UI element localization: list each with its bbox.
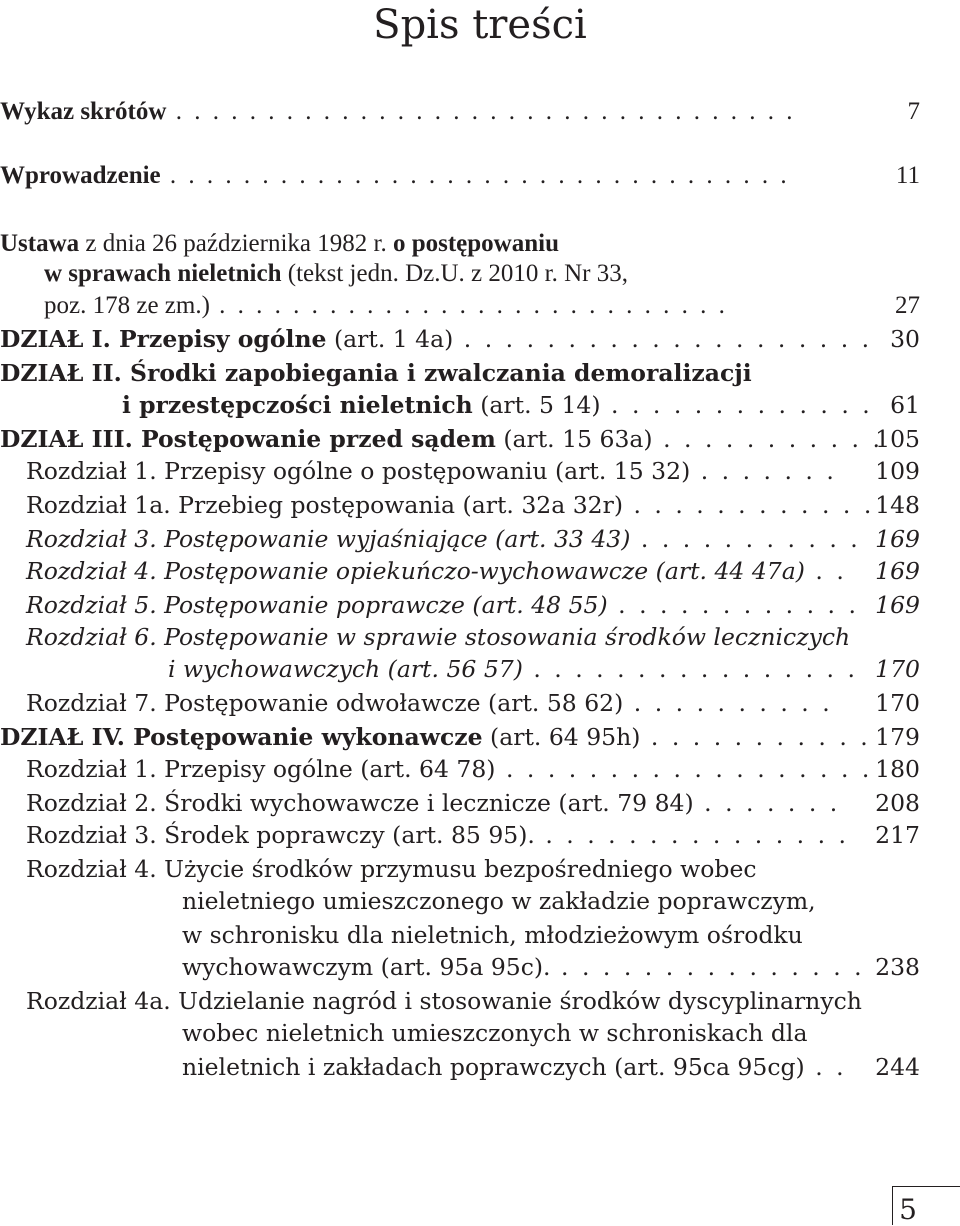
toc-page-number: 61: [890, 391, 920, 419]
toc-entry: [0, 424, 920, 455]
toc-entry-text: nieletniego umieszczonego w zakładzie poprawczym,: [182, 887, 816, 915]
dot-leader: . . . . . . . . . . . .: [623, 491, 875, 519]
dot-leader: . . . . . . . . . . . . . . . . . . . . . . . . . . . .: [209, 292, 728, 319]
toc-entry-text: Rozdział 3. Postępowanie wyjaśniające (art. 33 43): [26, 525, 631, 553]
toc-entry-text: Ustawa: [0, 230, 80, 257]
toc-entry: [0, 358, 920, 389]
toc-entry-text: poz. 178 ze zm.): [44, 292, 210, 319]
toc-page-number: 170: [875, 655, 920, 683]
dot-leader: . . . . . . . . . . . . . . . . . . . . . . . . . . . . . . . . . .: [160, 162, 790, 189]
toc-page-number: 244: [875, 1053, 920, 1081]
toc-entry: [0, 886, 920, 917]
toc-entry: [0, 290, 920, 321]
toc-entry: [0, 324, 920, 355]
toc-entry-text: o postępowaniu: [392, 230, 559, 257]
toc-page-number: 217: [875, 821, 920, 849]
toc-entry-text: Rozdział 2. Środki wychowawcze i lecznicze (art. 79 84): [26, 789, 694, 817]
toc-entry: [0, 788, 920, 819]
toc-page-number: 11: [895, 162, 920, 189]
toc-entry-text: (art. 64 95h): [482, 723, 641, 751]
toc-entry-text: Rozdział 7. Postępowanie odwoławcze (art. 58 62): [26, 689, 624, 717]
toc-entry: [0, 920, 920, 951]
toc-entry-text: nieletnich i zakładach poprawczych (art. 95ca 95cg): [182, 1053, 805, 1081]
toc-entry: [0, 556, 920, 587]
toc-page-number: 105: [875, 425, 920, 453]
toc-entry: [0, 228, 920, 259]
toc-entry-text: Rozdział 3. Środek poprawczy (art. 85 95).: [26, 821, 535, 849]
toc-entry-text: Wykaz skrótów: [0, 98, 167, 125]
toc-entry-text: z dnia 26 października 1982 r.: [79, 230, 393, 257]
toc-entry-text: w sprawach nieletnich: [44, 260, 282, 287]
toc-entry-text: i wychowawczych (art. 56 57): [168, 655, 523, 683]
toc-page-number: 208: [875, 789, 920, 817]
toc-page-number: 169: [875, 557, 920, 585]
toc-entry: [0, 490, 920, 521]
toc-page-number: 170: [875, 689, 920, 717]
toc-entry: [0, 258, 920, 289]
toc-entry: [0, 654, 920, 685]
dot-leader: . . . . . . . . . . . . . . . . . . . . . . . . . . . . . . . . . .: [166, 98, 796, 125]
toc-entry: [0, 986, 920, 1017]
toc-page-number: 169: [875, 525, 920, 553]
toc-page-number: 180: [875, 755, 920, 783]
dot-leader: . . . . . . . . . . . . .: [600, 391, 873, 419]
toc-page-number: 109: [875, 457, 920, 485]
dot-leader: . . . . . . . . . . .: [640, 723, 871, 751]
toc-entry-text: Rozdział 4. Postępowanie opiekuńczo-wychowawcze (art. 44 47a): [26, 557, 805, 585]
toc-entry: [0, 688, 920, 719]
toc-entry: [0, 96, 920, 127]
dot-leader: . .: [804, 1053, 847, 1081]
toc-entry-text: DZIAŁ I. Przepisy ogólne: [0, 325, 327, 353]
toc-entry: [0, 622, 920, 653]
toc-entry: [0, 524, 920, 555]
toc-entry-text: DZIAŁ IV. Postępowanie wykonawcze: [0, 723, 483, 751]
toc-entry: [0, 590, 920, 621]
toc-entry-text: (art. 1 4a): [326, 325, 454, 353]
toc-entry: [0, 456, 920, 487]
toc-entry: [0, 390, 920, 421]
page-title: Spis treści: [373, 2, 587, 48]
toc-entry: [0, 722, 920, 753]
toc-entry-text: Rozdział 1. Przepisy ogólne (art. 64 78): [26, 755, 496, 783]
toc-entry-text: (tekst jedn. Dz.U. z 2010 r. Nr 33,: [281, 260, 628, 287]
toc-entry: [0, 754, 920, 785]
toc-entry-text: Wprowadzenie: [0, 162, 161, 189]
toc-page-number: 27: [895, 292, 920, 319]
toc-entry-text: DZIAŁ III. Postępowanie przed sądem: [0, 425, 496, 453]
toc-page-number: 30: [890, 325, 920, 353]
toc-page-number: 169: [875, 591, 920, 619]
toc-entry-text: Rozdział 4. Użycie środków przymusu bezpośredniego wobec: [26, 855, 757, 883]
page-number: 5: [899, 1193, 917, 1226]
toc-entry: [0, 820, 920, 851]
toc-page-number: 148: [875, 491, 920, 519]
toc-page-number: 7: [907, 98, 920, 125]
dot-leader: . . . . . . . . . . .: [630, 525, 861, 553]
dot-leader: . . . . . . . . . . . . . . .: [534, 821, 849, 849]
toc-entry-text: Rozdział 5. Postępowanie poprawcze (art. 48 55): [26, 591, 608, 619]
toc-entry-text: wobec nieletnich umieszczonych w schroniskach dla: [182, 1019, 808, 1047]
dot-leader: . . . . . . . . . . . . . . . . . .: [495, 755, 873, 783]
toc-entry-text: Rozdział 1a. Przebieg postępowania (art. 32a 32r): [26, 491, 624, 519]
dot-leader: . . . . . . . . . .: [623, 689, 833, 717]
dot-leader: . . . . . . . . . . . . . . . .: [522, 655, 858, 683]
toc-page-number: 238: [875, 953, 920, 981]
toc-entry: [0, 952, 920, 983]
dot-leader: . . . . . . . . . . . . . . . . . . . .: [453, 325, 873, 353]
toc-entry-text: Rozdział 1. Przepisy ogólne o postępowaniu (art. 15 32): [26, 457, 691, 485]
toc-entry-text: w schronisku dla nieletnich, młodzieżowym ośrodku: [182, 921, 803, 949]
toc-entry-text: i przestępczości nieletnich: [122, 391, 473, 419]
toc-entry-text: (art. 5 14): [472, 391, 601, 419]
toc-entry: [0, 1018, 920, 1049]
dot-leader: . . . . . . .: [690, 457, 837, 485]
toc-entry: [0, 1052, 920, 1083]
dot-leader: . . . . . . . . . . . .: [607, 591, 859, 619]
dot-leader: . . . . . . . . . . . . . . .: [550, 953, 865, 981]
dot-leader: . . . . . . .: [693, 789, 841, 817]
toc-entry-text: Rozdział 6. Postępowanie w sprawie stosowania środków leczniczych: [26, 623, 851, 651]
dot-leader: . . . . . . . . . . .: [652, 425, 883, 453]
toc-entry-text: Rozdział 4a. Udzielanie nagród i stosowanie środków dyscyplinarnych: [26, 987, 862, 1015]
toc-entry: [0, 160, 920, 191]
toc-entry: [0, 854, 920, 885]
toc-entry-text: (art. 15 63a): [495, 425, 653, 453]
toc-entry-text: wychowawczym (art. 95a 95c).: [182, 953, 551, 981]
page-number-box: [892, 1186, 960, 1225]
dot-leader: . .: [804, 557, 847, 585]
toc-entry-text: DZIAŁ II. Środki zapobiegania i zwalczania demoralizacji: [0, 359, 752, 387]
toc-page-number: 179: [875, 723, 920, 751]
